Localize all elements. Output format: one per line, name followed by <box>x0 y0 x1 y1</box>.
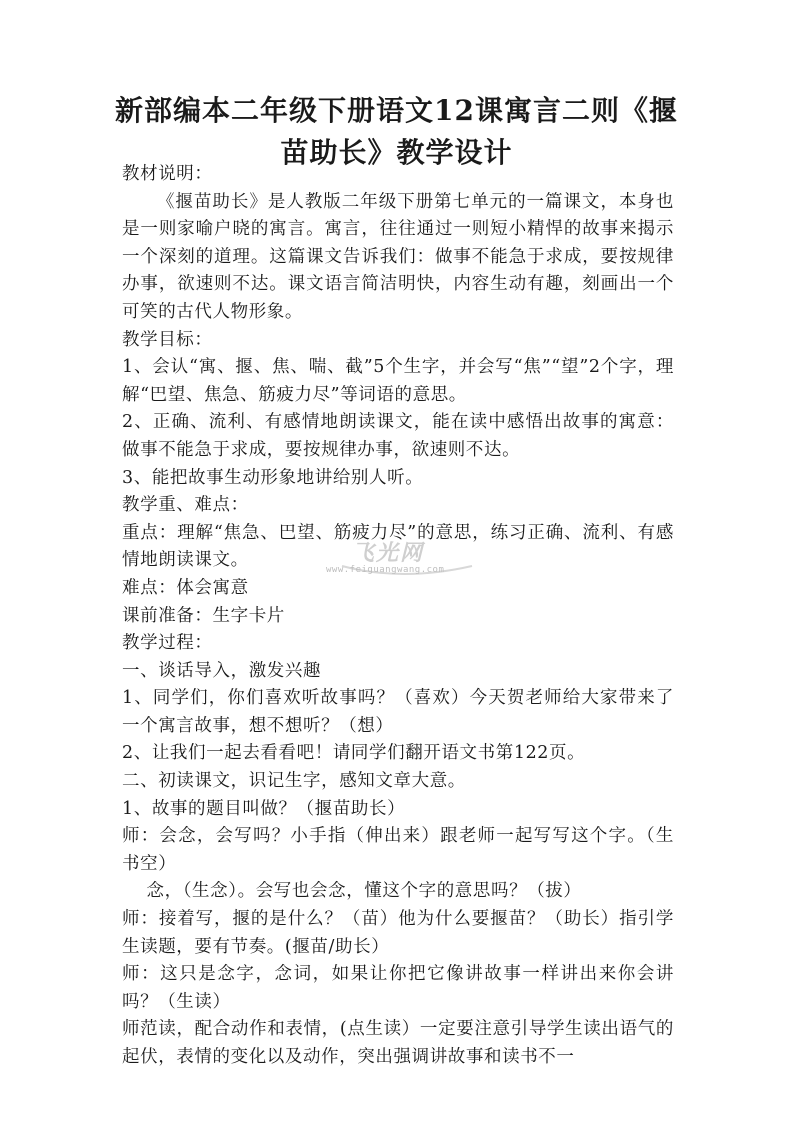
objective-item-3: 3、能把故事生动形象地讲给别人听。 <box>122 467 424 488</box>
paragraph-materials-description: 《揠苗助长》是人教版二年级下册第七单元的一篇课文，本身也是一则家喻户晓的寓言。寓言，往往通过一则短小精悍的故事来揭示一个深刻的道理。这篇课文告诉我们：做事不能急于求成，要按规律办事，欲速则不达。课文语言简洁明快，内容生动有趣，刻画出一个可笑的古代人物形象。 <box>122 191 674 322</box>
section-heading-key-points: 教学重、难点： <box>122 495 249 516</box>
process-step-1-heading: 一、谈话导入，激发兴趣 <box>122 660 322 681</box>
section-heading-objectives: 教学目标： <box>122 329 213 350</box>
objective-item-1: 1、会认“寓、揠、焦、喘、截”5个生字，并会写“焦”“望”2个字，理解“巴望、焦急、筋疲力尽”等词语的意思。 <box>122 357 674 405</box>
section-heading-process: 教学过程： <box>122 633 213 654</box>
document-body <box>122 161 674 1072</box>
watermark-brand: 飞光网 <box>352 541 425 566</box>
section-heading-materials: 教材说明： <box>122 164 213 184</box>
objective-item-2: 2、正确、流利、有感情地朗读课文，能在读中感悟出故事的寓意：做事不能急于求成，要按规律办事，欲速则不达。 <box>122 412 674 460</box>
document-title: 新部编本二年级下册语文12课寓言二则《揠苗助长》教学设计 <box>115 94 678 169</box>
teacher-line-4: 师：这只是念字，念词，如果让你把它像讲故事一样讲出来你会讲吗？（生读） <box>122 964 674 1012</box>
key-point-difficulty: 难点：体会寓意 <box>122 577 249 598</box>
key-point-focus: 重点：理解“焦急、巴望、筋疲力尽”的意思，练习正确、流利、有感情地朗读课文。 <box>122 522 674 571</box>
process-step-2-item-1: 1、故事的题目叫做？（揠苗助长） <box>122 798 406 819</box>
watermark-url: www.feiguangwang.com <box>326 565 445 575</box>
process-step-1-item-2: 2、让我们一起去看看吧！请同学们翻开语文书第122页。 <box>122 743 586 764</box>
teacher-line-3: 师：接着写，揠的是什么？（苗）他为什么要揠苗？（助长）指引学生读题，要有节奏。(揠苗/助长） <box>122 909 674 957</box>
teacher-line-2: 念，（生念）。会写也会念，懂这个字的意思吗？（拔） <box>146 881 582 902</box>
preparation-line: 课前准备：生字卡片 <box>122 605 285 626</box>
teacher-line-5: 师范读，配合动作和表情，(点生读）一定要注意引导学生读出语气的起伏，表情的变化以及动作，突出强调讲故事和读书不一 <box>122 1019 674 1067</box>
process-step-1-item-1: 1、同学们，你们喜欢听故事吗？（喜欢）今天贺老师给大家带来了一个寓言故事，想不想听？（想） <box>122 688 674 736</box>
teacher-line-1: 师：会念，会写吗？小手指（伸出来）跟老师一起写写这个字。（生书空） <box>122 826 674 874</box>
process-step-2-heading: 二、初读课文，识记生字，感知文章大意。 <box>122 771 466 792</box>
